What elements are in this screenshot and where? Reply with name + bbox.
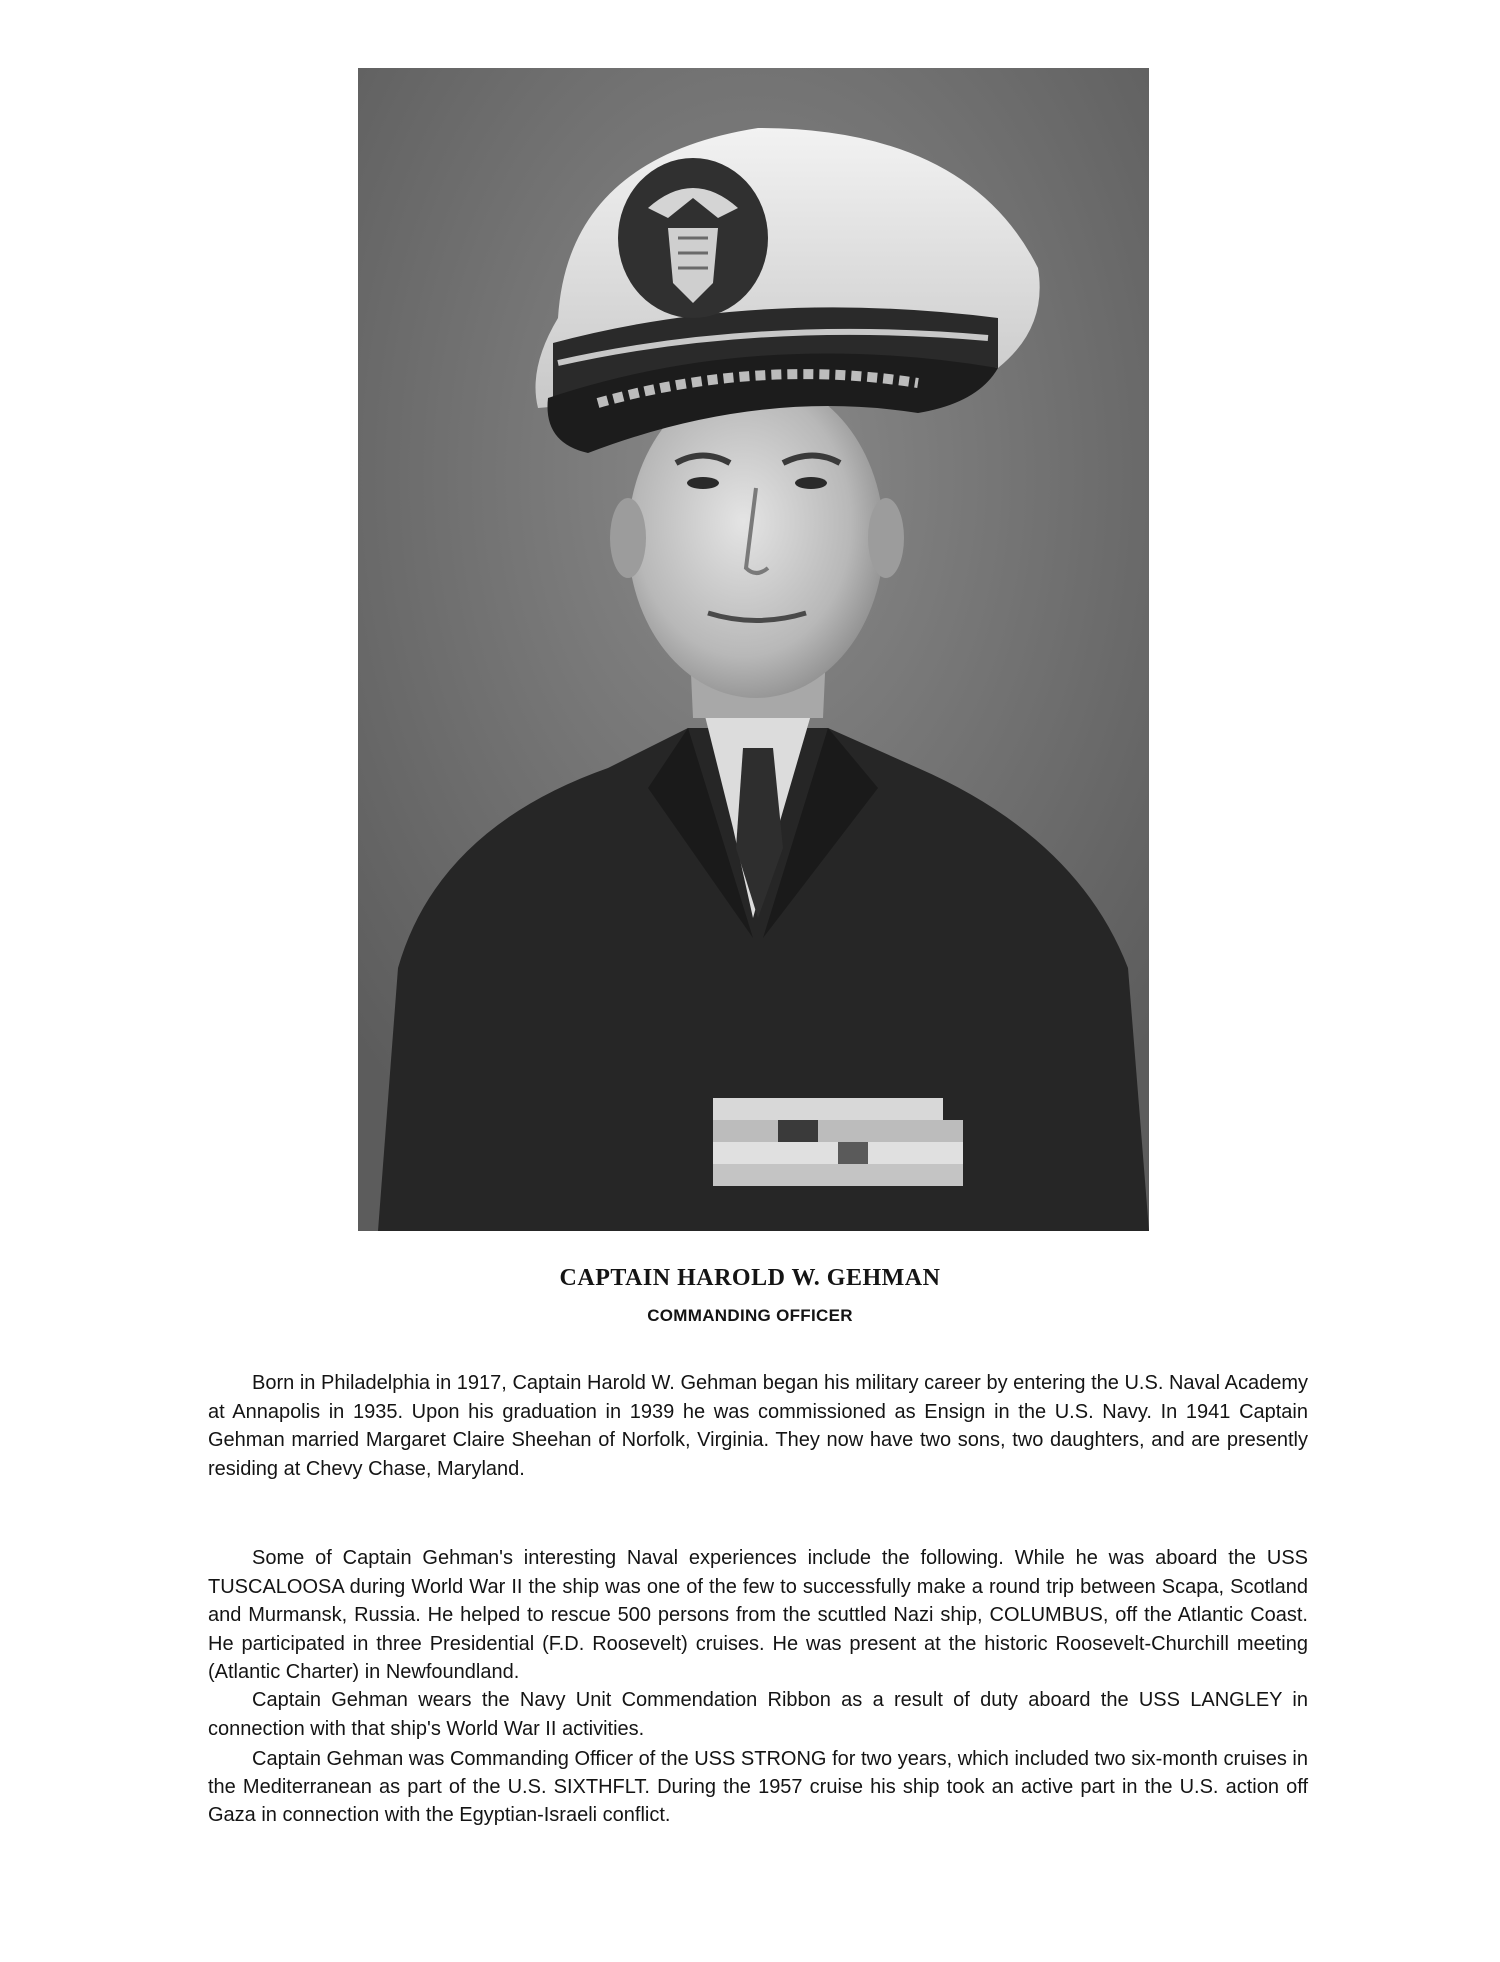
officer-name-heading: CAPTAIN HAROLD W. GEHMAN <box>559 1265 941 1291</box>
biography-paragraph-2: Some of Captain Gehman's interesting Naval experiences include the following. While he was aboard the USS TUSCALOOSA during World War II the ship was one of the few to successfully make a round trip between Scapa, Scotland and Murmansk, Russia. He helped to rescue 500 persons from the scuttled Nazi ship, COLUMBUS, off the Atlantic Coast. He participated in three Presidential (F.D. Roosevelt) cruises. He was present at the historic Roosevelt-Churchill meeting (Atlantic Charter) in Newfoundland. <box>208 1547 1308 1683</box>
biography-paragraph-3: Captain Gehman wears the Navy Unit Commendation Ribbon as a result of duty aboard the USS LANGLEY in connection with that ship's World War II activities. <box>208 1689 1308 1740</box>
officer-title-subheading: COMMANDING OFFICER <box>647 1306 853 1325</box>
portrait-illustration <box>358 68 1149 1231</box>
biography-paragraph-4: Captain Gehman was Commanding Officer of the USS STRONG for two years, which included two six-month cruises in the Mediterranean as part of the U.S. SIXTHFLT. During the 1957 cruise his ship took an active part in the U.S. action off Gaza in connection with the Egyptian-Israeli conflict. <box>208 1748 1308 1826</box>
officer-portrait-photo <box>358 68 1149 1231</box>
biography-paragraph-1: Born in Philadelphia in 1917, Captain Harold W. Gehman began his military career by entering the U.S. Naval Academy at Annapolis in 1935. Upon his graduation in 1939 he was commissioned as Ensign in the U.S. Navy. In 1941 Captain Gehman married Margaret Claire Sheehan of Norfolk, Virginia. They now have two sons, two daughters, and are presently residing at Chevy Chase, Maryland. <box>208 1372 1308 1480</box>
